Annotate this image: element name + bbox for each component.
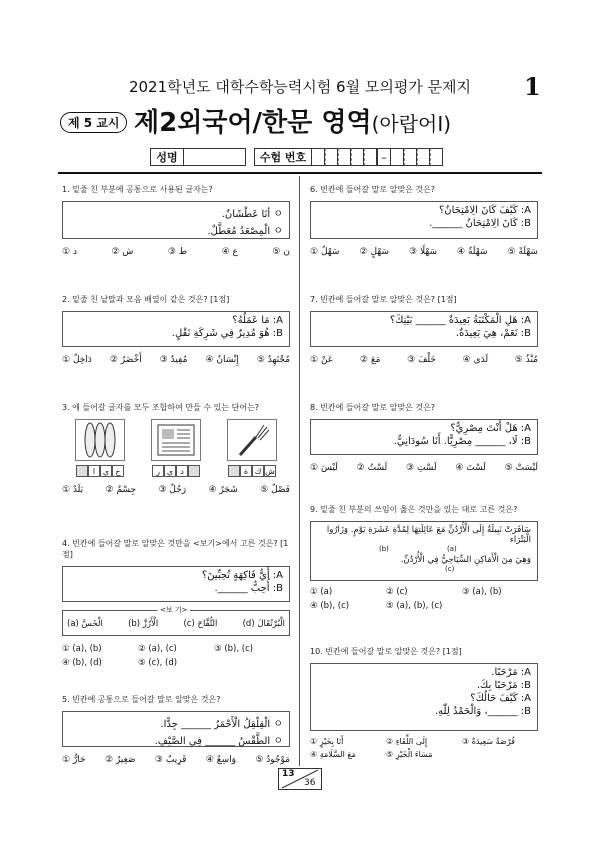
question-title: 8. 빈칸에 들어갈 말로 알맞은 것은? xyxy=(310,403,436,412)
option[interactable]: ① دَاخِلٌ xyxy=(62,355,92,365)
exam-header-title: 2021학년도 대학수학능력시험 6월 모의평가 문제지 xyxy=(128,78,472,96)
question-box xyxy=(62,311,290,347)
exam-number-digit[interactable] xyxy=(351,148,364,166)
option[interactable]: ① عَنْ xyxy=(310,355,334,365)
answer-options xyxy=(310,355,538,365)
letter-box: ي xyxy=(164,465,176,477)
option[interactable]: ④ ع xyxy=(221,247,238,257)
letter-box: ر xyxy=(152,465,164,477)
question-title: 3. 에 들어갈 글자를 모두 조합하여 만들 수 있는 단어는? xyxy=(62,403,260,412)
answer-options xyxy=(310,587,538,611)
option[interactable]: ⑤ مَوْجُودٌ xyxy=(255,755,290,765)
option[interactable]: ① د xyxy=(62,247,77,257)
question-title: 5. 빈칸에 공통으로 들어갈 말로 알맞은 것은? xyxy=(62,695,221,704)
arabic-line: B: أُحِبُّ ______. xyxy=(214,583,283,594)
option[interactable]: ① بَلَدٌ xyxy=(62,485,84,495)
exam-number-digit[interactable] xyxy=(391,148,404,166)
option[interactable]: ① حَارٌّ xyxy=(62,755,86,765)
question-box xyxy=(310,201,538,239)
option[interactable]: ② إِلَى اللِّقَاءِ xyxy=(386,737,428,746)
name-field[interactable] xyxy=(184,148,246,166)
option[interactable]: ⑤ (a), (b), (c) xyxy=(386,601,443,611)
question-4 xyxy=(62,538,290,668)
option[interactable]: ⑤ (c), (d) xyxy=(138,658,178,668)
arabic-line: ㅇ الطَّقْسُ ______ فِي الصَّيْفِ. xyxy=(154,736,283,747)
arabic-line: B: هُوَ مُدِيرٌ فِي شَرِكَةِ نَقْلٍ. xyxy=(171,328,283,339)
name-label: 성명 xyxy=(150,148,184,166)
option[interactable]: ④ لَسْتَ xyxy=(455,463,486,473)
option[interactable]: ② جِسْمٌ xyxy=(105,485,137,495)
exam-number-digit[interactable] xyxy=(417,148,430,166)
option[interactable]: ④ لَدَى xyxy=(462,355,489,365)
blank-box xyxy=(76,465,88,477)
option[interactable]: ② سَهْلٍ xyxy=(359,247,389,257)
question-title: 4. 빈칸에 들어갈 말로 알맞은 것만을 <보기>에서 고른 것은? [1점] xyxy=(62,539,289,559)
answer-options xyxy=(62,355,290,365)
question-title: 7. 빈칸에 들어갈 말로 알맞은 것은? [1점] xyxy=(310,295,457,304)
fork-picture xyxy=(227,419,277,461)
option[interactable]: ② ش xyxy=(111,247,134,257)
question-title: 6. 빈칸에 들어갈 말로 알맞은 것은? xyxy=(310,185,436,194)
option[interactable]: ⑤ سَهْلَةً xyxy=(507,247,538,257)
option[interactable]: ⑤ مُنْذُ xyxy=(514,355,538,365)
choice-box-label: <보 기> xyxy=(157,605,190,615)
candidate-id-row xyxy=(150,148,443,166)
arabic-line: A: أَيُّ فَاكِهَةٍ تُحِبِّينَ؟ xyxy=(201,570,283,581)
arabic-line: B: كَانَ الِامْتِحَانُ ______. xyxy=(429,218,531,229)
option[interactable]: ④ شَجَرٌ xyxy=(208,485,238,495)
arabic-line: B: نَعَمْ، هِيَ بَعِيدَةٌ. xyxy=(455,328,531,339)
question-box xyxy=(62,566,290,602)
header-rule xyxy=(58,172,542,174)
blank-box xyxy=(228,465,240,477)
choice-item: (d) الْبُرْتُقَالَ xyxy=(242,619,285,629)
option[interactable]: ⑤ مَسَاءَ الْخَيْرِ xyxy=(386,750,433,759)
option[interactable]: ① (a) xyxy=(310,587,333,597)
option[interactable]: ① سَهْلٌ xyxy=(310,247,340,257)
question-box xyxy=(310,419,538,455)
question-title: 9. 밑줄 친 부분의 쓰임이 옳은 것만을 있는 대로 고른 것은? xyxy=(310,505,518,514)
answer-options xyxy=(310,463,538,473)
mark-a: (a) xyxy=(447,545,457,553)
exam-number-digit[interactable] xyxy=(430,148,443,166)
letter-box: خ xyxy=(112,465,124,477)
choice-box xyxy=(62,606,290,636)
option[interactable]: ② (a), (c) xyxy=(138,644,177,654)
letter-box: ي xyxy=(100,465,112,477)
letter-boxes xyxy=(76,465,124,477)
option[interactable]: ④ (b), (c) xyxy=(310,601,350,611)
exam-number-digit[interactable] xyxy=(338,148,351,166)
arabic-line: A: كَيْفَ كَانَ الِامْتِحَانُ؟ xyxy=(438,205,531,216)
choice-item: (c) التُّفَّاحَ xyxy=(183,619,218,629)
subject-main: 제2외국어/한문 영역 xyxy=(134,108,372,138)
newspaper-picture xyxy=(151,419,201,461)
page-number: 1 xyxy=(524,72,541,101)
question-9 xyxy=(310,504,538,611)
question-3 xyxy=(62,402,290,495)
mark-b: (b) xyxy=(379,545,389,553)
option[interactable]: ④ مَعَ السَّلَامَةِ xyxy=(310,750,356,759)
option[interactable]: ③ (a), (b) xyxy=(462,587,502,597)
question-5 xyxy=(62,694,290,765)
answer-options xyxy=(62,247,290,257)
arabic-line: ㅇ الْقِلْقِلُ الْأَحْمَرُ ______ جِدًّا. xyxy=(160,719,283,730)
question-7 xyxy=(310,294,538,365)
arabic-line: B: لَا، ______ مِصْرِيًّا. أَنَا سُودَانِيٌّ. xyxy=(393,436,531,447)
question-title: 1. 밑줄 친 부분에 공통으로 사용된 글자는? xyxy=(62,185,213,194)
arabic-line: ㅇ الْمِصْعَدُ مُعَطَّلٌ. xyxy=(207,226,283,237)
subject-sub: (아랍어Ⅰ) xyxy=(371,112,452,136)
page-footer xyxy=(278,768,322,790)
answer-options xyxy=(62,755,290,765)
arabic-line: ㅇ أنَا عَطْشَانٌ. xyxy=(221,209,283,220)
session-badge: 제 5 교시 xyxy=(60,112,127,133)
blank-box xyxy=(188,465,200,477)
letter-box: ة xyxy=(240,465,252,477)
arabic-line: B: مَرْحَبًا بِكَ. xyxy=(476,680,531,691)
arabic-line: A: مَا عَمَلُهُ؟ xyxy=(232,315,283,326)
option[interactable]: ② مَعَ xyxy=(359,355,381,365)
option[interactable]: ③ خَلْفَ xyxy=(407,355,436,365)
option[interactable]: ③ سَهْلًا xyxy=(409,247,437,257)
question-box xyxy=(310,521,538,581)
exam-number-dash: – xyxy=(377,148,391,166)
exam-number-label: 수험 번호 xyxy=(254,148,312,166)
exam-number-digit[interactable] xyxy=(364,148,377,166)
answer-options xyxy=(62,644,290,668)
footer-total: 36 xyxy=(304,778,316,788)
underline-marks xyxy=(317,545,531,555)
arabic-line: A: هَلْ أَنْتَ مِصْرِيٌّ؟ xyxy=(450,423,531,434)
picture-row xyxy=(62,419,290,461)
option[interactable]: ① لَيْسَ xyxy=(310,463,338,473)
question-box xyxy=(310,311,538,347)
letter-box: ا xyxy=(88,465,100,477)
option[interactable]: ① (a), (b) xyxy=(62,644,102,654)
underline-marks xyxy=(317,565,531,575)
arabic-line: A: هَلِ الْمَكْتَبَةُ بَعِيدَةٌ ______ بَيْتِكَ؟ xyxy=(389,315,531,326)
option[interactable]: ① أَنَا بِخَيْرٍ xyxy=(310,737,344,746)
choice-item: (b) الْأَرُزَّ xyxy=(128,619,159,629)
letter-boxes xyxy=(152,465,200,477)
option[interactable]: ② صَغِيرٌ xyxy=(104,755,136,765)
option[interactable]: ③ فُرْصَةٌ سَعِيدَةٌ xyxy=(462,737,515,746)
option[interactable]: ② لَسْتُ xyxy=(356,463,388,473)
subject-title xyxy=(134,102,451,139)
exam-number-digit[interactable] xyxy=(325,148,338,166)
question-2 xyxy=(62,294,290,365)
question-box xyxy=(310,663,538,731)
option[interactable]: ⑤ ن xyxy=(272,247,290,257)
answer-options xyxy=(62,485,290,495)
option[interactable]: ④ إِنْسَانٌ xyxy=(205,355,239,365)
column-divider xyxy=(299,176,300,766)
question-title: 2. 밑줄 친 낱말과 모음 배열이 같은 것은? [1점] xyxy=(62,295,230,304)
letter-box: ك xyxy=(252,465,264,477)
arabic-line: وَهِيَ مِنَ الْأَمَاكِنِ السِّيَاحِيُّ فِي الْأُرْدُنِّ. xyxy=(400,555,531,565)
option[interactable]: ③ رَجُلٌ xyxy=(158,485,187,495)
exam-number-digit[interactable] xyxy=(404,148,417,166)
option[interactable]: ③ (b), (c) xyxy=(214,644,254,654)
answer-options xyxy=(310,247,538,257)
footer-page: 13 xyxy=(282,769,295,779)
choice-item: (a) الْخَسَّ xyxy=(67,619,103,629)
option[interactable]: ④ وَاسِعٌ xyxy=(205,755,236,765)
arabic-line: A: مَرْحَبًا. xyxy=(491,667,531,678)
option[interactable]: ② (c) xyxy=(386,587,408,597)
option[interactable]: ③ لَسْتِ xyxy=(406,463,437,473)
arabic-line: A: كَيْفَ حَالُكَ؟ xyxy=(470,693,531,704)
cucumber-picture xyxy=(75,419,125,461)
exam-number-digit[interactable] xyxy=(312,148,325,166)
question-6 xyxy=(310,184,538,257)
mark-c: (c) xyxy=(445,565,455,573)
letter-box-row xyxy=(62,465,290,477)
question-1 xyxy=(62,184,290,257)
answer-options xyxy=(310,737,538,759)
option[interactable]: ⑤ لَيْسَتْ xyxy=(504,463,538,473)
question-10 xyxy=(310,646,538,759)
question-8 xyxy=(310,402,538,473)
option[interactable]: ⑤ فَصْلٌ xyxy=(260,485,290,495)
arabic-line: سَافَرَتْ نَبِيلَةُ إِلَى الْأُرْدُنِّ مَعَ عَائِلَتِهَا لِمُدَّةِ عَشَرَةِ يَوْمٍ. وَزَارُوا الْبَتْرَاء xyxy=(326,525,531,545)
question-box xyxy=(62,201,290,239)
letter-box: د xyxy=(176,465,188,477)
option[interactable]: ④ (b), (d) xyxy=(62,658,102,668)
option[interactable]: ⑤ مُجْتَهِدٌ xyxy=(256,355,290,365)
option[interactable]: ③ ط xyxy=(167,247,188,257)
choice-items xyxy=(67,619,285,629)
question-box xyxy=(62,711,290,747)
letter-boxes xyxy=(228,465,276,477)
option[interactable]: ② أَخْضَرُ xyxy=(109,355,142,365)
option[interactable]: ③ مُفِيدٌ xyxy=(159,355,188,365)
arabic-line: B: ______، وَالْحَمْدُ لِلّٰهِ. xyxy=(434,706,531,717)
question-title: 10. 빈칸에 들어갈 말로 알맞은 것은? [1점] xyxy=(310,647,462,656)
option[interactable]: ④ سَهْلَةٌ xyxy=(457,247,488,257)
option[interactable]: ③ قَرِيبٌ xyxy=(154,755,187,765)
letter-box: ش xyxy=(265,466,275,476)
